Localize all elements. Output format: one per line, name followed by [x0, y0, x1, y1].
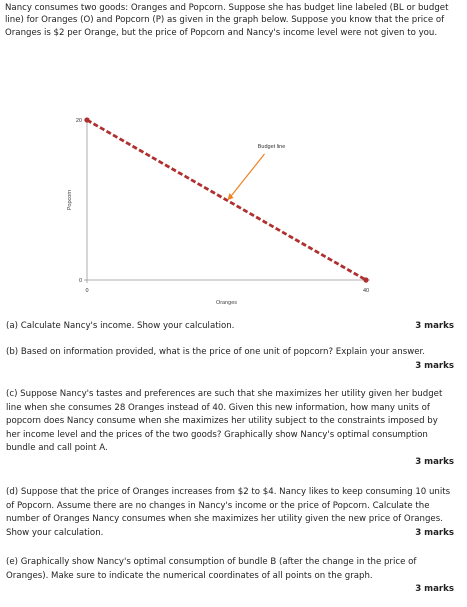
- question-e-text: (e) Graphically show Nancy's optimal consumption of bundle B (after the change in the price of Oranges). Make sure to indicate the numerical coordinates of all points on the graph.: [6, 557, 417, 581]
- question-d-marks: 3 marks: [415, 528, 454, 538]
- budget-line-endpoint: [363, 277, 368, 282]
- question-c-marks: 3 marks: [415, 456, 454, 467]
- question-a-text: (a) Calculate Nancy's income. Show your calculation.: [6, 321, 235, 331]
- x-axis-label: Oranges: [215, 300, 238, 306]
- question-b-text: (b) Based on information provided, what is the price of one unit of popcorn? Explain your answer.: [6, 347, 425, 357]
- question-c: [6, 388, 454, 470]
- question-e-marks: 3 marks: [415, 584, 454, 594]
- question-b-marks: 3 marks: [415, 361, 454, 371]
- x-tick-label: 0: [85, 288, 89, 294]
- y-axis-label: Popcorn: [67, 189, 73, 211]
- y-tick-label: 20: [75, 118, 82, 124]
- question-b: [6, 346, 454, 371]
- problem-intro: Nancy consumes two goods: Oranges and Popcorn. Suppose she has budget line labeled (BL or budget line) for Oranges (O) and Popcorn (P) as given in the graph below. Suppose you know that the price of Oranges is $2 per Orange, but the price of Popcorn and Nancy's income level were not given to you.: [5, 3, 449, 38]
- question-d-text: (d) Suppose that the price of Oranges increases from $2 to $4. Nancy likes to keep consuming 10 units of Popcorn. Assume there are no changes in Nancy's income or the price of Popcorn. Calculate the number of Oranges Nancy consumes when she maximizes her utility given the new price of Oranges. Show your calculation.: [6, 487, 451, 538]
- y-tick-label: 0: [78, 278, 82, 284]
- question-c-text: (c) Suppose Nancy's tastes and preferences are such that she maximizes her utility given her budget line when she consumes 28 Oranges instead of 40. Given this new information, how many units of popcorn does Nancy consume when she maximizes her utility subject to the constraints imposed by her income level and the prices of the two goods? Graphically show Nancy's optimal consumption bundle and call point A.: [6, 389, 443, 454]
- budget-line-annotation: Budget line: [257, 144, 286, 150]
- question-d: [6, 486, 454, 540]
- question-e: [6, 556, 454, 594]
- budget-line-endpoint: [84, 117, 89, 122]
- budget-line-chart: [60, 110, 390, 308]
- question-a-marks: 3 marks: [415, 321, 454, 331]
- question-a: [6, 320, 454, 334]
- x-tick-label: 40: [362, 288, 370, 294]
- budget-line-segment: [87, 120, 366, 280]
- chart-svg: [60, 110, 390, 308]
- annotation-arrow-line: [230, 154, 265, 198]
